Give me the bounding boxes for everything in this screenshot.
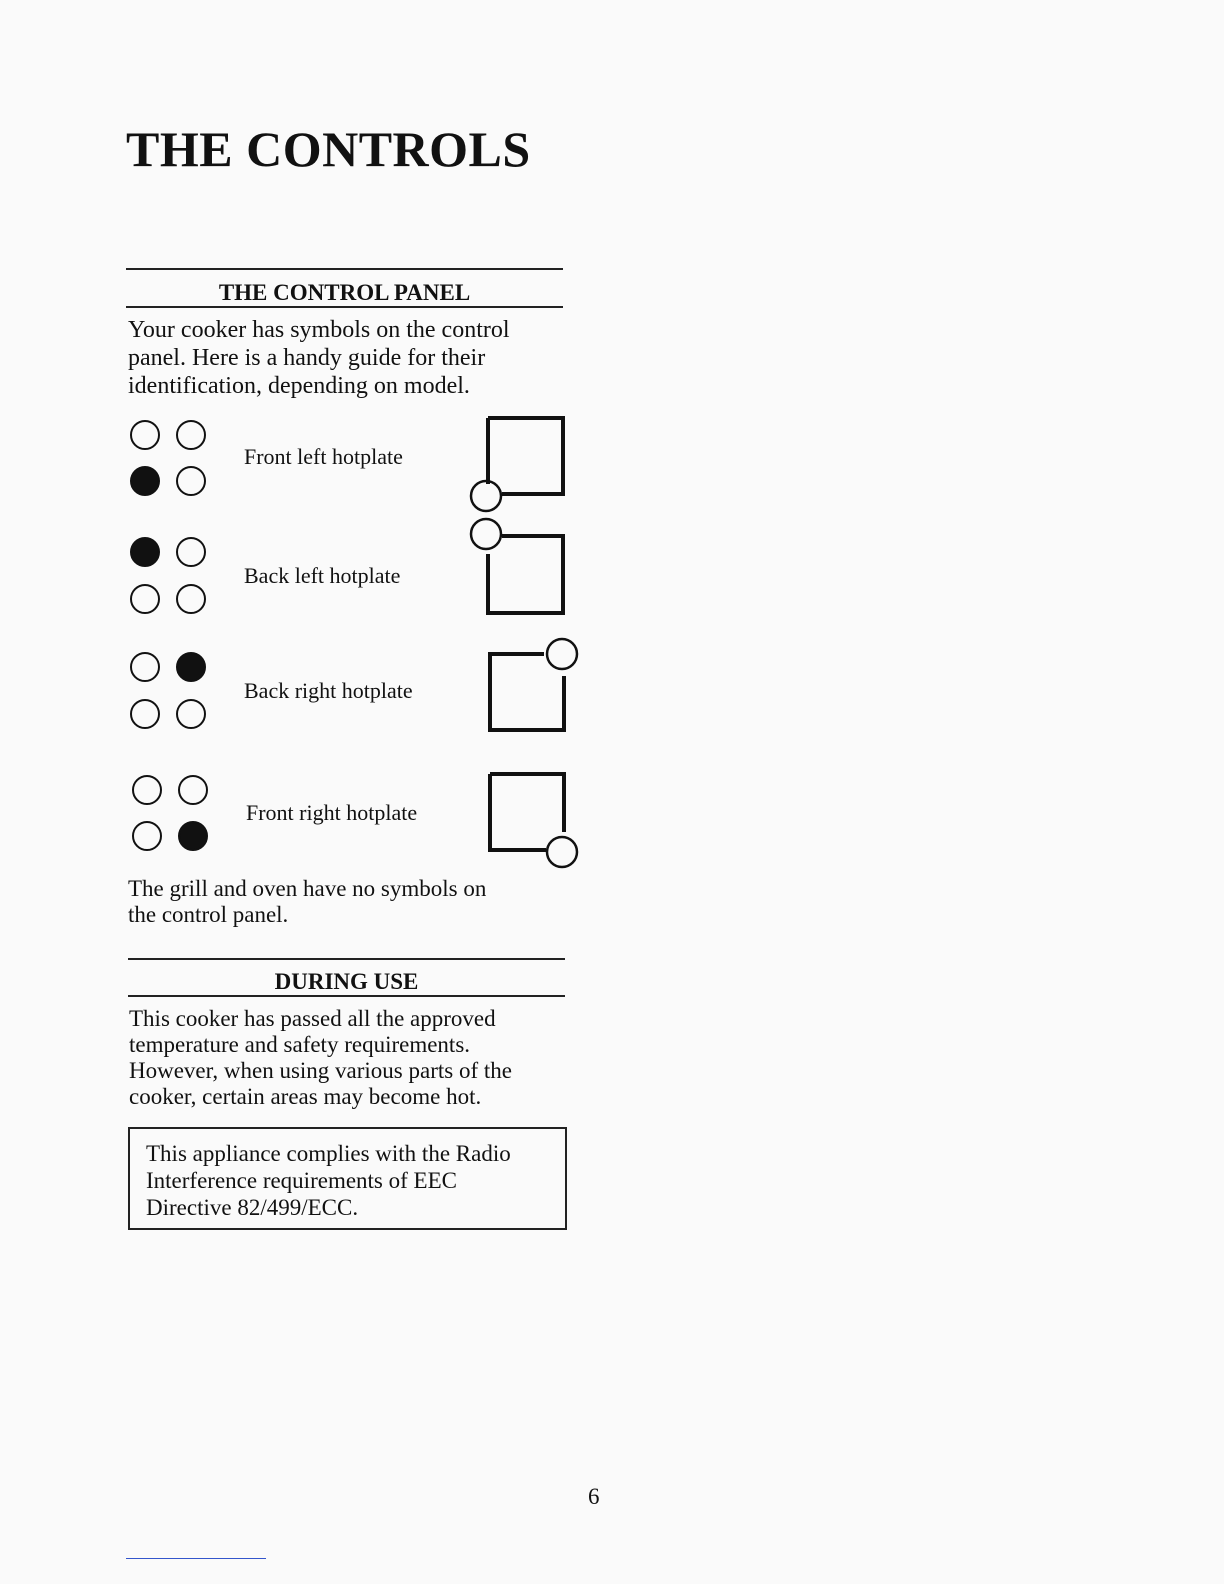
dot-bottom-left [130, 699, 160, 729]
dot-top-right [176, 420, 206, 450]
hotplate-label: Front left hotplate [244, 444, 403, 469]
front-right-hotplate-icon [484, 770, 584, 874]
dot-top-right [176, 537, 206, 567]
dot-top-left-filled [130, 537, 160, 567]
footer-line [126, 1558, 266, 1559]
dot-bottom-left [132, 821, 162, 851]
during-use-text: This cooker has passed all the approved temperature and safety requirements. However, when using various parts of the cooker, certain areas may become hot. [129, 1006, 512, 1109]
section-rule-bottom [128, 995, 565, 997]
dot-top-left [130, 652, 160, 682]
dot-top-left [132, 775, 162, 805]
hotplate-label: Back right hotplate [244, 678, 413, 703]
control-panel-heading: THE CONTROL PANEL [218, 280, 471, 305]
dot-top-right-filled [176, 652, 206, 682]
dot-bottom-right [176, 466, 206, 496]
back-left-hotplate-icon [466, 514, 570, 618]
hotplate-label: Back left hotplate [244, 563, 401, 588]
dot-top-right [178, 775, 208, 805]
control-panel-intro: Your cooker has symbols on the control panel. Here is a handy guide for their identification, depending on model. [128, 317, 510, 399]
dot-bottom-right-filled [178, 821, 208, 851]
section-rule-bottom [126, 306, 563, 308]
compliance-notice-text: This appliance complies with the Radio Interference requirements of EEC Directive 82/499/ECC. [146, 1141, 511, 1220]
dot-bottom-left-filled [130, 466, 160, 496]
section-rule-top [126, 268, 563, 270]
dot-bottom-right [176, 584, 206, 614]
back-right-hotplate-icon [484, 632, 584, 736]
dot-bottom-left [130, 584, 160, 614]
dot-top-left [130, 420, 160, 450]
front-left-hotplate-icon [466, 412, 570, 524]
page-title: THE CONTROLS [126, 121, 531, 177]
dot-bottom-right [176, 699, 206, 729]
control-panel-footer: The grill and oven have no symbols on the control panel. [128, 876, 487, 927]
during-use-heading: DURING USE [274, 969, 419, 994]
section-rule-top [128, 958, 565, 960]
page-number: 6 [588, 1484, 600, 1509]
hotplate-label: Front right hotplate [246, 800, 418, 825]
